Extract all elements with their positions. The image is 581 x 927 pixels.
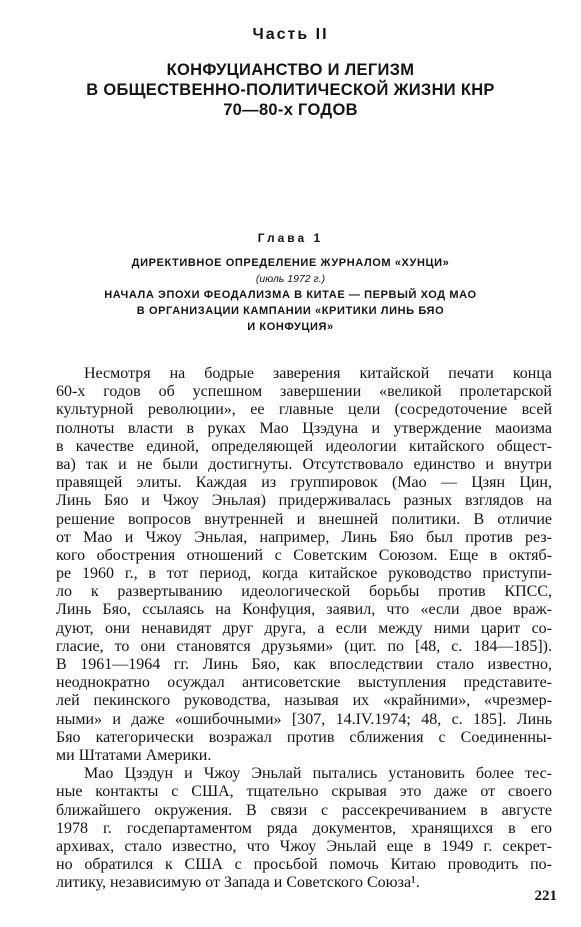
text-line: ре 1960 г., в тот период, когда китайское руководство приступи-: [56, 565, 552, 583]
chapter-title-line: В ОРГАНИЗАЦИИ КАМПАНИИ «КРИТИКИ ЛИНЬ БЯО: [136, 305, 445, 317]
text-line: в качестве единой, определяющей идеологии китайского общест-: [56, 437, 552, 455]
text-line: правящей элиты. Каждая из группировок (Мао — Цзян Цин,: [56, 474, 552, 492]
chapter-title-line: И КОНФУЦИЯ»: [247, 321, 334, 333]
text-line: Линь Бяо, ссылаясь на Конфуция, заявил, что «если двое враж-: [56, 601, 552, 619]
text-line: ближайшего окружения. В связи с рассекречиванием в августе: [56, 801, 552, 819]
paragraph-2: [56, 765, 552, 892]
text-line: Бяо категорически возражал против сближения с Соединенны-: [56, 728, 552, 746]
text-line: решение вопросов внутренней и внешней политики. В отличие: [56, 510, 552, 528]
chapter-title-line: НАЧАЛА ЭПОХИ ФЕОДАЛИЗМА В КИТАЕ — ПЕРВЫЙ ХОД МАО: [104, 289, 477, 301]
part-title-line: 70—80-х ГОДОВ: [223, 101, 358, 119]
page-number: 221: [534, 888, 557, 904]
text-line: дуют, они ненавидят друг друга, а если между ними царит со-: [56, 619, 552, 637]
text-line: ло к развертыванию идеологической борьбы против КПСС,: [56, 583, 552, 601]
chapter-date-line: (июль 1972 г.): [255, 273, 326, 285]
text-line: гласие, то они становятся друзьями» (цит. по [48, с. 184—185]).: [56, 637, 552, 655]
chapter-title-line: ДИРЕКТИВНОЕ ОПРЕДЕЛЕНИЕ ЖУРНАЛОМ «ХУНЦИ»: [131, 257, 450, 269]
part-label: Часть II: [252, 26, 329, 43]
text-line: от Мао и Чжоу Эньлая, например, Линь Бяо был против рез-: [56, 528, 552, 546]
body-text: [56, 365, 552, 892]
text-line: полноты власти в руках Мао Цзэдуна и утверждение маоизма: [56, 419, 552, 437]
text-line: неоднократно осуждал антисоветские выступления представите-: [56, 674, 552, 692]
text-line: Линь Бяо и Чжоу Эньлая) придерживалась разных взглядов на: [56, 492, 552, 510]
text-line: ными» и даже «ошибочными» [307, 14.IV.1974; 48, с. 185]. Линь: [56, 710, 552, 728]
text-line: Несмотря на бодрые заверения китайской печати конца: [84, 365, 552, 382]
text-line: ми Штатами Америки.: [56, 746, 212, 764]
text-line: 1978 г. госдепартаментом ряда документов, хранящихся в его: [56, 819, 552, 837]
text-line: кого обострения отношений с Советским Союзом. Еще в октяб-: [56, 546, 552, 564]
part-title-line: В ОБЩЕСТВЕННО-ПОЛИТИЧЕСКОЙ ЖИЗНИ КНР: [86, 81, 495, 99]
text-line: архивах, стало известно, что Чжоу Эньлай еще в 1949 г. секрет-: [56, 837, 552, 855]
text-line: лей пекинского руководства, называя их «крайними», «чрезмер-: [56, 692, 552, 710]
part-title-line: КОНФУЦИАНСТВО И ЛЕГИЗМ: [166, 61, 415, 79]
chapter-label: Глава 1: [257, 231, 324, 245]
text-line: В 1961—1964 гг. Линь Бяо, как впоследствии стало известно,: [56, 656, 552, 673]
text-line: ва) так и не были достигнуты. Отсутствовало единство и внутри: [56, 455, 552, 473]
text-line: но обратился к США с просьбой помочь Китаю проводить по-: [56, 856, 552, 874]
text-line: литику, независимую от Запада и Советского Союза¹.: [56, 874, 420, 892]
paragraph-1: [56, 365, 552, 765]
part-title: [0, 60, 581, 120]
text-line: ные контакты с США, тщательно скрывая это даже от своего: [56, 783, 552, 801]
text-line: культурной революции», ее главные цели (сосредоточение всей: [56, 401, 552, 419]
text-line: 60-х годов об успешном завершении «великой пролетарской: [56, 383, 552, 401]
text-line: Мао Цзэдун и Чжоу Эньлай пытались установить более тес-: [84, 765, 552, 783]
chapter-title: [0, 255, 581, 335]
